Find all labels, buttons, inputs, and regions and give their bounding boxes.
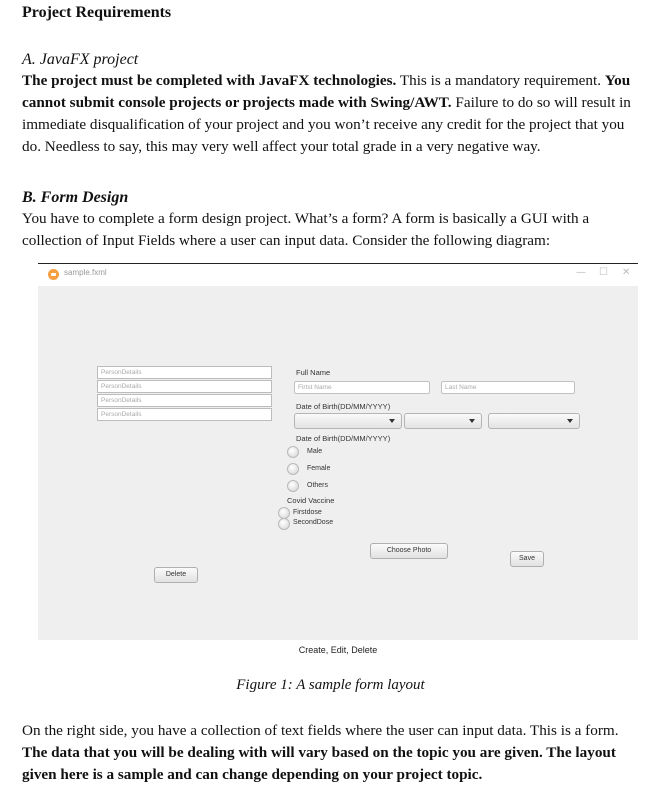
gender-others-label: Others	[307, 482, 329, 489]
minimize-icon[interactable]: —	[576, 267, 586, 278]
delete-button[interactable]: Delete	[154, 567, 198, 583]
chevron-down-icon	[469, 419, 475, 423]
vaccine-label: Covid Vaccine	[287, 496, 335, 505]
app-icon	[48, 269, 59, 280]
sa-bold-1: The project must be completed with JavaFX technologies.	[22, 72, 397, 89]
closing-line-3: given here is a sample and can change depending on your project topic.	[22, 766, 483, 783]
person-list[interactable]	[97, 366, 269, 424]
maximize-icon[interactable]: ☐	[599, 267, 608, 278]
dob-label: Date of Birth(DD/MM/YYYY)	[296, 402, 391, 411]
section-a-paragraph	[22, 70, 654, 158]
section-a-heading: A. JavaFX project	[22, 51, 139, 68]
last-name-input[interactable]: Last Name	[441, 381, 575, 394]
gender-female-radio[interactable]	[287, 463, 299, 475]
dob-day-select[interactable]	[294, 413, 402, 429]
sa-bold-3: cannot submit console projects or projects made with Swing/AWT.	[22, 94, 452, 111]
document-title: Project Requirements	[22, 4, 172, 21]
gender-male-radio[interactable]	[287, 446, 299, 458]
sa-plain-2: Failure to do so will result in	[451, 94, 631, 111]
chevron-down-icon	[389, 419, 395, 423]
closing-line-1: On the right side, you have a collection of text fields where the user can input data. This is a form.	[22, 722, 619, 739]
closing-paragraph	[22, 720, 654, 786]
gender-others-radio[interactable]	[287, 480, 299, 492]
save-button[interactable]: Save	[510, 551, 544, 567]
sa-plain-1: This is a mandatory requirement.	[396, 72, 605, 89]
closing-line-2: The data that you will be dealing with will vary based on the topic you are given. The layout	[22, 744, 616, 761]
figure-caption: Figure 1: A sample form layout	[236, 677, 425, 693]
choose-photo-button[interactable]: Choose Photo	[370, 543, 448, 559]
gender-female-label: Female	[307, 465, 331, 472]
window-titlebar	[38, 263, 638, 286]
list-item[interactable]: PersonDetails	[97, 408, 272, 421]
window-caption: Create, Edit, Delete	[298, 645, 378, 655]
section-b-paragraph	[22, 208, 654, 252]
first-name-input[interactable]: Firtst Name	[294, 381, 430, 394]
full-name-label: Full Name	[296, 368, 331, 377]
sa-line-4: do. Needless to say, this may very well affect your total grade in a very negative way.	[22, 138, 541, 155]
gender-male-label: Male	[307, 448, 323, 455]
sb-line-1: You have to complete a form design project. What’s a form? A form is basically a GUI with a	[22, 210, 590, 227]
form-window	[38, 263, 638, 640]
list-item[interactable]: PersonDetails	[97, 394, 272, 407]
window-title: sample.fxml	[64, 268, 107, 277]
vaccine-first-label: Firstdose	[293, 509, 322, 516]
sa-line-3: immediate disqualification of your project and you won’t receive any credit for the project that you	[22, 116, 625, 133]
section-b-heading: B. Form Design	[22, 189, 129, 206]
sb-line-2: collection of Input Fields where a user can input data. Consider the following diagram:	[22, 232, 551, 249]
dob-label-2: Date of Birth(DD/MM/YYYY)	[296, 434, 391, 443]
window-caption-area	[38, 640, 638, 660]
vaccine-second-label: SecondDose	[293, 519, 334, 526]
chevron-down-icon	[567, 419, 573, 423]
dob-year-select[interactable]	[488, 413, 580, 429]
list-item[interactable]: PersonDetails	[97, 366, 272, 379]
close-icon[interactable]: ✕	[622, 267, 631, 278]
list-item[interactable]: PersonDetails	[97, 380, 272, 393]
vaccine-second-radio[interactable]	[278, 518, 290, 530]
sa-bold-2: You	[604, 72, 631, 89]
dob-month-select[interactable]	[404, 413, 482, 429]
